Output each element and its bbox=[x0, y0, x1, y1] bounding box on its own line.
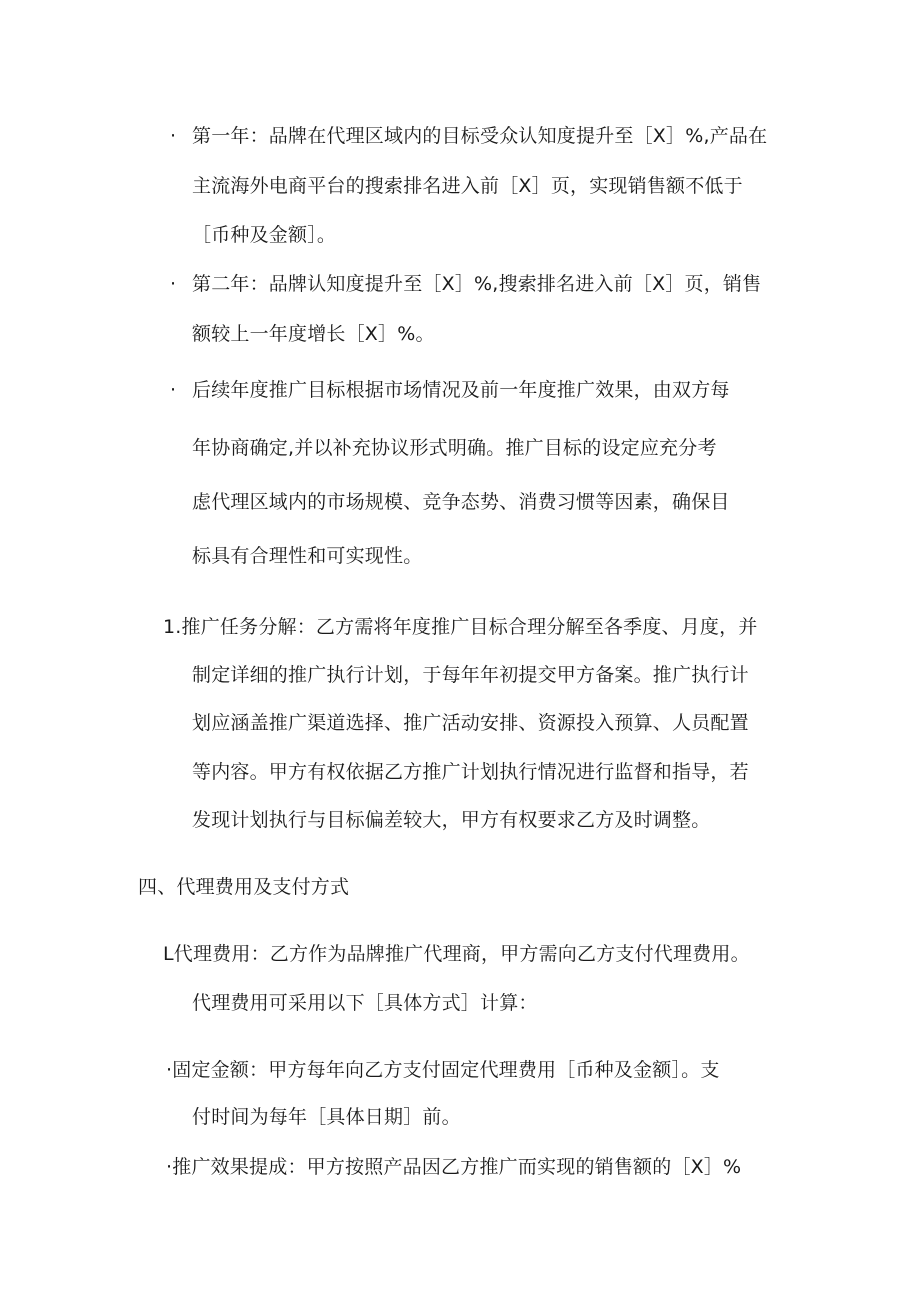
paragraph-line: 制定详细的推广执行计划，于每年年初提交甲方备案。推广执行计 bbox=[192, 664, 749, 686]
paragraph-line: 1.推广任务分解：乙方需将年度推广目标合理分解至各季度、月度，并 bbox=[163, 616, 758, 638]
bullet-dot: · bbox=[170, 125, 177, 147]
paragraph-line: 年协商确定,并以补充协议形式明确。推广目标的设定应充分考 bbox=[192, 437, 717, 459]
paragraph-line: 额较上一年度增长［X］%。 bbox=[192, 323, 435, 345]
paragraph-line: 第二年：品牌认知度提升至［X］%,搜索排名进入前［X］页，销售 bbox=[192, 273, 762, 295]
paragraph-line: 划应涵盖推广渠道选择、推广活动安排、资源投入预算、人员配置 bbox=[192, 712, 749, 734]
paragraph-line: 代理费用可采用以下［具体方式］计算： bbox=[192, 992, 538, 1014]
bullet-dot: · bbox=[170, 273, 177, 295]
paragraph-line: 虑代理区域内的市场规模、竞争态势、消费习惯等因素，确保目 bbox=[192, 491, 730, 513]
paragraph-line: ［币种及金额］。 bbox=[192, 224, 337, 246]
bullet-dot: · bbox=[170, 379, 177, 401]
paragraph-line: ·固定金额：甲方每年向乙方支付固定代理费用［币种及金额］。支 bbox=[166, 1059, 720, 1081]
paragraph-line: 标具有合理性和可实现性。 bbox=[192, 545, 423, 567]
paragraph-line: 发现计划执行与目标偏差较大，甲方有权要求乙方及时调整。 bbox=[192, 809, 711, 831]
paragraph-line: 等内容。甲方有权依据乙方推广计划执行情况进行监督和指导，若 bbox=[192, 761, 749, 783]
section-heading: 四、代理费用及支付方式 bbox=[138, 876, 350, 898]
paragraph-line: 主流海外电商平台的搜索排名进入前［X］页，实现销售额不低于 bbox=[192, 175, 743, 197]
paragraph-line: ·推广效果提成：甲方按照产品因乙方推广而实现的销售额的［X］% bbox=[166, 1156, 742, 1178]
paragraph-line: L代理费用：乙方作为品牌推广代理商，甲方需向乙方支付代理费用。 bbox=[163, 943, 750, 965]
paragraph-line: 后续年度推广目标根据市场情况及前一年度推广效果，由双方每 bbox=[192, 379, 730, 401]
paragraph-line: 第一年：品牌在代理区域内的目标受众认知度提升至［X］%,产品在 bbox=[192, 125, 768, 147]
paragraph-line: 付时间为每年［具体日期］前。 bbox=[192, 1106, 461, 1128]
